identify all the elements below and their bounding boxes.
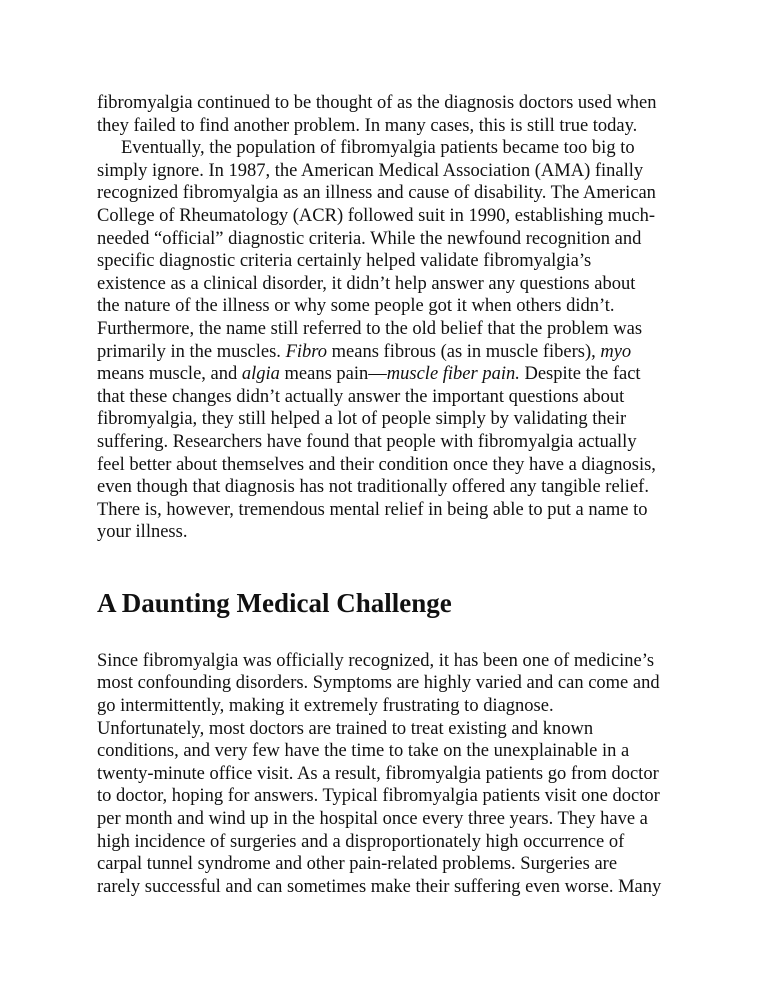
text-line: to doctor, hoping for answers. Typical fibromyalgia patients visit one doctor: [97, 786, 660, 807]
text-line: rarely successful and can sometimes make their suffering even worse. Many: [97, 876, 662, 897]
text-line: specific diagnostic criteria certainly helped validate fibromyalgia’s: [97, 251, 592, 272]
section-paragraph: [97, 650, 675, 899]
text-line: twenty-minute office visit. As a result, fibromyalgia patients go from doctor: [97, 763, 659, 784]
text-line: most confounding disorders. Symptoms are highly varied and can come and: [97, 673, 660, 694]
text-line: suffering. Researchers have found that people with fibromyalgia actually: [97, 431, 637, 452]
history-paragraph: [97, 137, 675, 544]
text-line: existence as a clinical disorder, it didn’t help answer any questions about: [97, 273, 636, 294]
text-line: your illness.: [97, 522, 188, 543]
text-line: they failed to find another problem. In many cases, this is still true today.: [97, 115, 638, 136]
text-line: Unfortunately, most doctors are trained to treat existing and known: [97, 718, 594, 739]
text-line: fibromyalgia, they still helped a lot of people simply by validating their: [97, 409, 627, 430]
text-line: even though that diagnosis has not traditionally offered any tangible relief.: [97, 477, 649, 498]
italic-term-algia: algia: [241, 364, 280, 385]
italic-term-myo: myo: [600, 341, 632, 362]
page-content: [97, 92, 675, 898]
text-line: the nature of the illness or why some people got it when others didn’t.: [97, 296, 615, 317]
text-line: go intermittently, making it extremely frustrating to diagnose.: [97, 696, 554, 717]
text-line: Since fibromyalgia was officially recognized, it has been one of medicine’s: [97, 650, 655, 671]
text-line: that these changes didn’t actually answer the important questions about: [97, 386, 625, 407]
text-run: primarily in the muscles.: [97, 341, 286, 362]
text-line: carpal tunnel syndrome and other pain-related problems. Surgeries are: [97, 854, 618, 875]
text-line: fibromyalgia continued to be thought of as the diagnosis doctors used when: [97, 93, 657, 113]
section-heading: A Daunting Medical Challenge: [97, 587, 452, 618]
text-line: needed “official” diagnostic criteria. While the newfound recognition and: [97, 228, 642, 249]
text-run: means pain—: [279, 364, 387, 385]
intro-paragraph: [97, 92, 675, 137]
text-line: recognized fibromyalgia as an illness and cause of disability. The American: [97, 183, 656, 204]
text-line: There is, however, tremendous mental relief in being able to put a name to: [97, 499, 648, 520]
text-line: [97, 363, 675, 386]
text-run: Despite the fact: [519, 364, 641, 385]
text-line: feel better about themselves and their condition once they have a diagnosis,: [97, 454, 656, 475]
text-run: means muscle, and: [97, 364, 242, 385]
italic-term-muscle-fiber-pain: muscle fiber pain.: [386, 364, 520, 385]
text-line: Furthermore, the name still referred to the old belief that the problem was: [97, 318, 643, 339]
text-run: means fibrous (as in muscle fibers),: [327, 341, 601, 362]
text-line: conditions, and very few have the time to take on the unexplainable in a: [97, 741, 630, 762]
text-line: Eventually, the population of fibromyalgia patients became too big to: [121, 138, 635, 159]
text-line: high incidence of surgeries and a disproportionately high occurrence of: [97, 831, 625, 852]
text-line: [97, 341, 675, 364]
italic-term-fibro: Fibro: [285, 341, 328, 362]
text-line: College of Rheumatology (ACR) followed suit in 1990, establishing much-: [97, 205, 656, 226]
text-line: simply ignore. In 1987, the American Medical Association (AMA) finally: [97, 160, 644, 181]
text-line: per month and wind up in the hospital once every three years. They have a: [97, 809, 648, 830]
